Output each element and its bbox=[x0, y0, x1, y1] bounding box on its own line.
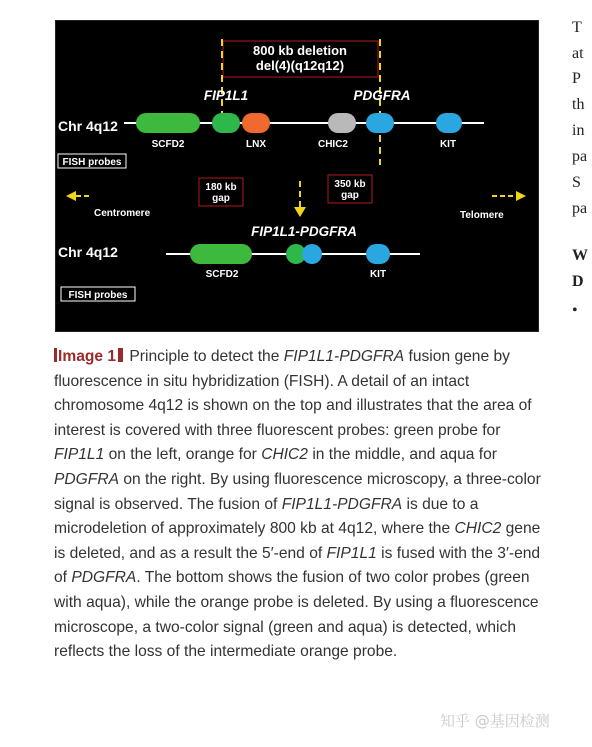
side-text: pa bbox=[572, 148, 588, 165]
caption-text: Principle to detect the bbox=[125, 348, 284, 365]
fish-figure bbox=[55, 20, 539, 332]
watermark: 知乎 @基因检测 bbox=[440, 712, 550, 730]
side-text: T bbox=[572, 19, 582, 36]
chromosome-label-top: Chr 4q12 bbox=[58, 118, 118, 134]
label-scfd2-bottom: SCFD2 bbox=[205, 269, 239, 280]
caption-italic: PDGFRA bbox=[54, 470, 119, 488]
label-kit-top: KIT bbox=[439, 139, 457, 150]
caption-text: . The bottom shows the fusion of two color probes (green with aqua), while the orange probe is deleted. By using a fluorescence microscope, a two-color signal (green and aqua) is detected, which reflects the loss of the intermediate orange probe. bbox=[54, 569, 539, 661]
gene-scfd2-bottom bbox=[190, 244, 252, 264]
caption-marker-icon bbox=[54, 348, 57, 362]
caption-text: gene is deleted, and as a result the 5′-end of bbox=[54, 520, 541, 562]
caption-italic: CHIC2 bbox=[454, 520, 502, 538]
gene-chic2 bbox=[328, 113, 356, 133]
deletion-karyotype: del(4)(q12q12) bbox=[255, 58, 345, 73]
centromere-label: Centromere bbox=[94, 208, 151, 219]
fish-probes-label-top: FISH probes bbox=[62, 157, 122, 168]
label-chic2: CHIC2 bbox=[317, 139, 349, 150]
deletion-title: 800 kb deletion bbox=[253, 43, 347, 58]
fusion-gene-label: FIP1L1-PDGFRA bbox=[251, 224, 357, 239]
gene-scfd2-top bbox=[136, 113, 200, 133]
left-arrow-icon bbox=[66, 191, 76, 201]
chromosome-label-bottom: Chr 4q12 bbox=[58, 244, 118, 260]
gap-350-line2: gap bbox=[341, 190, 359, 201]
side-heading: W bbox=[572, 247, 588, 264]
fish-probes-label-bottom: FISH probes bbox=[68, 290, 128, 301]
down-arrow-icon bbox=[294, 207, 306, 217]
gap-350-line1: 350 kb bbox=[334, 179, 366, 190]
caption-text: fusion gene by fluorescence in situ hybridization (FISH). A detail of an intact chromosome 4q12 is shown on the top and illustrates that the area of interest is covered with three fluorescent probes: green probe for bbox=[54, 348, 532, 439]
right-arrow-icon bbox=[516, 191, 526, 201]
gene-pdgfra-bottom bbox=[302, 244, 322, 264]
label-scfd2-top: SCFD2 bbox=[151, 139, 185, 150]
figure-caption bbox=[54, 345, 544, 665]
caption-text: in the middle, and aqua for bbox=[307, 446, 497, 464]
side-text: at bbox=[572, 45, 584, 62]
caption-label: Image 1 bbox=[58, 348, 117, 365]
side-text: P bbox=[572, 70, 581, 87]
caption-italic: FIP1L1-PDGFRA bbox=[283, 348, 405, 365]
gap-180-line2: gap bbox=[212, 193, 230, 204]
caption-italic: FIP1L1 bbox=[326, 544, 377, 562]
caption-italic: CHIC2 bbox=[261, 446, 308, 464]
label-lnx: LNX bbox=[246, 139, 266, 150]
caption-italic: PDGFRA bbox=[71, 569, 137, 587]
side-heading: D bbox=[572, 273, 584, 290]
caption-text: is fused with the 3′-end of bbox=[54, 544, 541, 587]
gene-label-pdgfra: PDGFRA bbox=[353, 88, 411, 103]
gene-fip1l1-top bbox=[212, 113, 240, 133]
fish-diagram bbox=[56, 21, 538, 331]
caption-italic: FIP1L1-PDGFRA bbox=[281, 495, 403, 513]
side-text: th bbox=[572, 96, 585, 113]
caption-text: is due to a microdeletion of approximately 800 kb at 4q12, where the bbox=[54, 495, 479, 538]
label-kit-bottom: KIT bbox=[369, 269, 387, 280]
gene-pdgfra-top bbox=[366, 113, 394, 133]
caption-marker-end-icon bbox=[118, 348, 123, 362]
caption-text: on the right. By using fluorescence microscopy, a three-color signal is observed. The fusion of bbox=[54, 470, 541, 513]
side-bullet: • bbox=[572, 302, 578, 319]
side-text: in bbox=[572, 122, 585, 139]
side-text: pa bbox=[572, 200, 588, 217]
gene-kit-bottom bbox=[366, 244, 390, 264]
caption-italic: FIP1L1 bbox=[54, 446, 105, 464]
telomere-label: Telomere bbox=[460, 210, 504, 221]
caption-text: on the left, orange for bbox=[104, 446, 262, 464]
gene-lnx bbox=[242, 113, 270, 133]
gene-label-fip1l1: FIP1L1 bbox=[203, 88, 249, 103]
side-text: S bbox=[572, 174, 581, 191]
gene-kit-top bbox=[436, 113, 462, 133]
gap-180-line1: 180 kb bbox=[205, 182, 237, 193]
